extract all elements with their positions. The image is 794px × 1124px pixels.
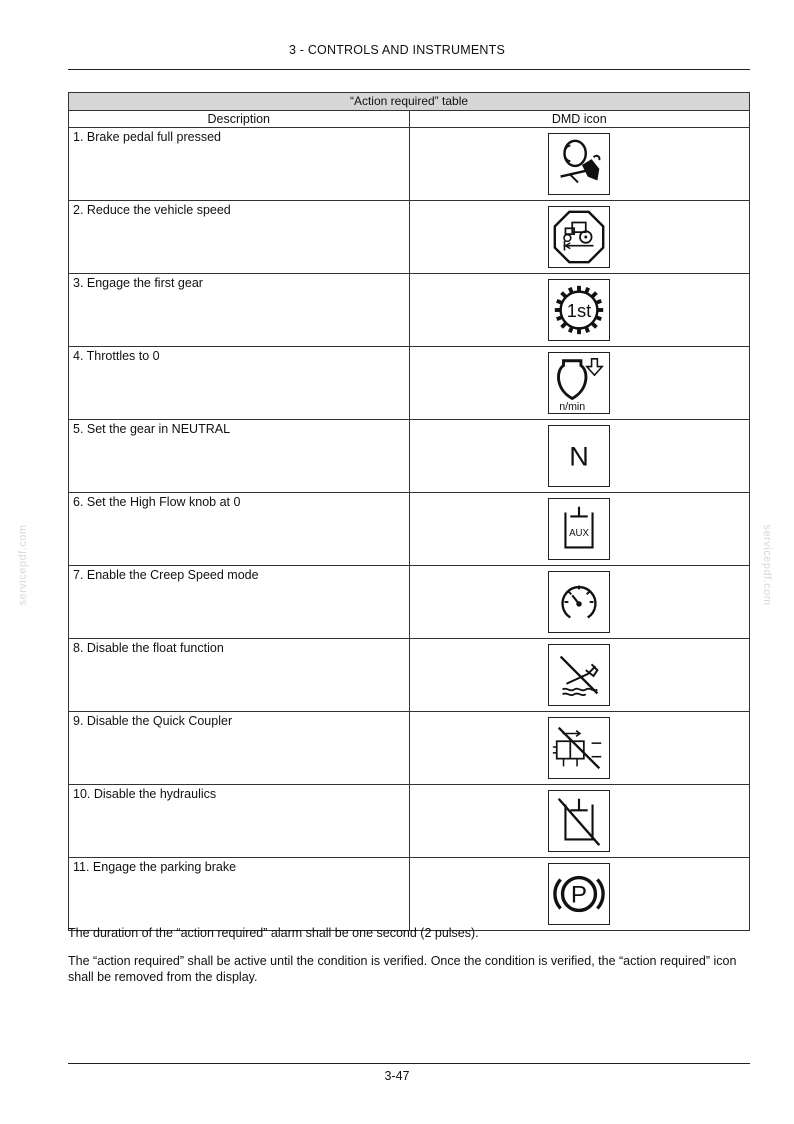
table-row	[69, 785, 750, 858]
first-gear-icon	[548, 279, 610, 341]
row-description: 10. Disable the hydraulics	[69, 785, 410, 858]
row-description: 9. Disable the Quick Coupler	[69, 712, 410, 785]
gear-number-text: 1st	[566, 299, 592, 321]
float-disabled-icon	[548, 644, 610, 706]
parking-letter-text: P	[571, 881, 588, 909]
row-description: 1. Brake pedal full pressed	[69, 128, 410, 201]
row-description: 2. Reduce the vehicle speed	[69, 201, 410, 274]
column-header-description: Description	[69, 111, 410, 128]
action-required-table	[68, 92, 750, 931]
creep-speed-icon	[548, 571, 610, 633]
table-row	[69, 712, 750, 785]
table-row	[69, 639, 750, 712]
page-number: 3-47	[384, 1069, 410, 1083]
high-flow-icon	[548, 498, 610, 560]
row-description: 3. Engage the first gear	[69, 274, 410, 347]
table-caption: “Action required” table	[69, 93, 750, 111]
reduce-speed-icon	[548, 206, 610, 268]
watermark-right: servicepdf.com	[761, 524, 773, 606]
neutral-letter-text: N	[569, 440, 590, 472]
page-header-title: 3 - CONTROLS AND INSTRUMENTS	[288, 43, 506, 57]
alarm-duration-paragraph: The duration of the “action required” alarm shall be one second (2 pulses).	[68, 926, 479, 940]
table-row	[69, 347, 750, 420]
aux-label-text: AUX	[569, 527, 590, 539]
row-description: 5. Set the gear in NEUTRAL	[69, 420, 410, 493]
table-row	[69, 128, 750, 201]
footer-divider	[68, 1063, 750, 1064]
table-row	[69, 858, 750, 931]
header-divider	[68, 69, 750, 70]
table-row	[69, 566, 750, 639]
table-row	[69, 493, 750, 566]
hydraulics-disabled-icon	[548, 790, 610, 852]
row-description: 8. Disable the float function	[69, 639, 410, 712]
quick-coupler-disabled-icon	[548, 717, 610, 779]
table-row	[69, 201, 750, 274]
rpm-unit-text: n/min	[559, 401, 586, 413]
row-description: 11. Engage the parking brake	[69, 858, 410, 931]
brake-pedal-icon	[548, 133, 610, 195]
row-description: 4. Throttles to 0	[69, 347, 410, 420]
parking-brake-icon	[548, 863, 610, 925]
watermark-left: servicepdf.com	[17, 524, 29, 606]
table-row	[69, 420, 750, 493]
action-required-paragraph: The “action required” shall be active until the condition is verified. Once the condition is verified, the “action required” icon shall be removed from the display.	[68, 954, 737, 984]
row-description: 7. Enable the Creep Speed mode	[69, 566, 410, 639]
column-header-icon: DMD icon	[409, 111, 750, 128]
table-row	[69, 274, 750, 347]
neutral-icon	[548, 425, 610, 487]
row-description: 6. Set the High Flow knob at 0	[69, 493, 410, 566]
throttle-icon	[548, 352, 610, 414]
